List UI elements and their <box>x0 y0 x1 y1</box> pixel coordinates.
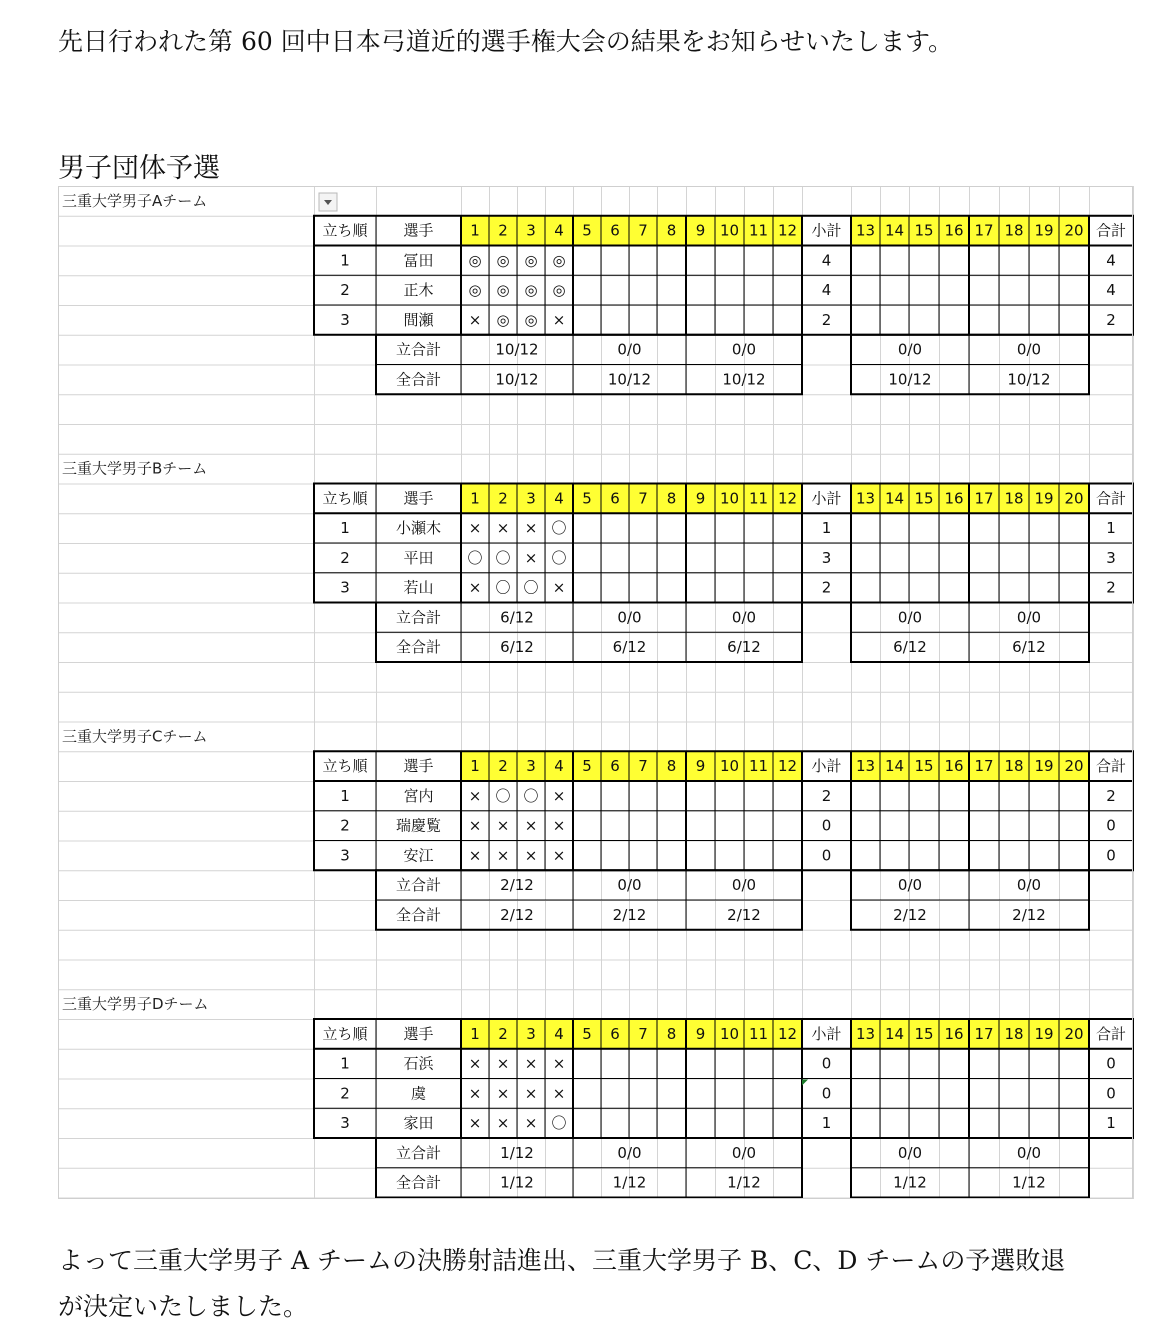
tachi-total-value: 0/0 <box>1016 340 1042 359</box>
player-subtotal: 4 <box>821 251 832 270</box>
shot-number-header: 9 <box>695 489 706 508</box>
player-total: 0 <box>1106 1084 1116 1103</box>
shot-number-header: 1 <box>470 489 480 508</box>
shot-number-header: 12 <box>777 757 798 776</box>
shot-number-header: 7 <box>638 221 648 240</box>
player-total: 2 <box>1106 786 1116 805</box>
shot-mark: × <box>468 310 482 329</box>
shot-number-header: 9 <box>695 757 706 776</box>
player-order: 1 <box>340 251 350 270</box>
column-header-order: 立ち順 <box>322 757 368 776</box>
shot-number-header: 6 <box>610 757 620 776</box>
shot-mark: × <box>468 1084 482 1103</box>
player-total: 0 <box>1106 846 1116 865</box>
shot-mark: × <box>552 1054 566 1073</box>
shot-number-header: 16 <box>944 489 964 508</box>
shot-mark: × <box>552 786 566 805</box>
grand-total-value: 1/12 <box>1012 1173 1046 1192</box>
shot-mark: ◎ <box>496 310 510 329</box>
player-subtotal: 0 <box>821 846 832 865</box>
shot-number-header: 5 <box>582 757 592 776</box>
shot-number-header: 3 <box>526 1024 536 1043</box>
column-header-order: 立ち順 <box>322 489 368 508</box>
player-name: 正木 <box>403 281 434 300</box>
shot-mark: × <box>468 1054 482 1073</box>
shot-mark: 〇 <box>523 786 539 805</box>
shot-number-header: 11 <box>748 757 769 776</box>
tachi-total-value: 0/0 <box>731 876 757 895</box>
shot-mark: 〇 <box>467 548 483 567</box>
shot-number-header: 19 <box>1034 221 1054 240</box>
shot-number-header: 15 <box>914 757 934 776</box>
shot-number-header: 1 <box>470 1024 480 1043</box>
grand-total-value: 6/12 <box>727 638 761 657</box>
tachi-total-value: 6/12 <box>500 608 534 627</box>
shot-number-header: 17 <box>974 221 994 240</box>
shot-number-header: 4 <box>554 757 564 776</box>
shot-number-header: 11 <box>748 1024 769 1043</box>
column-header-player: 選手 <box>403 221 434 240</box>
shot-number-header: 16 <box>944 221 964 240</box>
shot-number-header: 3 <box>526 757 536 776</box>
player-name: 瑞慶覧 <box>395 816 442 835</box>
shot-mark: ◎ <box>524 251 538 270</box>
player-total: 2 <box>1106 310 1116 329</box>
column-header-total: 合計 <box>1095 1024 1127 1043</box>
shot-mark: 〇 <box>523 578 539 597</box>
shot-number-header: 11 <box>748 221 769 240</box>
shot-number-header: 4 <box>554 489 564 508</box>
tachi-total-value: 0/0 <box>731 340 757 359</box>
shot-mark: × <box>552 1084 566 1103</box>
column-header-subtotal: 小計 <box>811 1024 842 1043</box>
shot-mark: ◎ <box>468 281 482 300</box>
grand-total-value: 10/12 <box>495 370 539 389</box>
shot-number-header: 18 <box>1004 1024 1024 1043</box>
shot-number-header: 8 <box>666 489 677 508</box>
shot-number-header: 10 <box>719 489 740 508</box>
tachi-total-value: 0/0 <box>1016 876 1042 895</box>
shot-mark: × <box>552 578 566 597</box>
tachi-total-value: 0/0 <box>1016 1143 1042 1162</box>
player-name: 石浜 <box>403 1054 434 1073</box>
shot-number-header: 1 <box>470 221 480 240</box>
shot-mark: ◎ <box>496 251 510 270</box>
section-title: 男子団体予選 <box>58 153 220 184</box>
shot-mark: × <box>524 816 538 835</box>
shot-number-header: 5 <box>582 1024 592 1043</box>
conclusion-line-2: が決定いたしました。 <box>58 1292 309 1321</box>
player-order: 3 <box>340 310 350 329</box>
shot-number-header: 18 <box>1004 221 1024 240</box>
team-name: 三重大学男子Aチーム <box>62 191 208 210</box>
player-subtotal: 2 <box>821 310 832 329</box>
tachi-total-value: 0/0 <box>897 876 923 895</box>
shot-number-header: 9 <box>695 221 706 240</box>
grand-total-value: 2/12 <box>500 905 534 924</box>
column-header-total: 合計 <box>1095 221 1127 240</box>
shot-number-header: 14 <box>884 1024 905 1043</box>
player-name: 小瀬木 <box>395 519 442 538</box>
shot-number-header: 5 <box>582 221 592 240</box>
shot-number-header: 8 <box>666 757 677 776</box>
shot-mark: × <box>496 519 510 538</box>
team-name: 三重大学男子Bチーム <box>62 459 208 478</box>
shot-number-header: 16 <box>944 757 964 776</box>
shot-number-header: 13 <box>855 757 876 776</box>
grand-total-value: 1/12 <box>612 1173 647 1192</box>
shot-mark: × <box>468 846 482 865</box>
shot-mark: × <box>552 816 566 835</box>
shot-number-header: 20 <box>1064 489 1084 508</box>
shot-mark: 〇 <box>495 578 511 597</box>
shot-number-header: 9 <box>695 1024 706 1043</box>
tachi-total-value: 0/0 <box>897 608 923 627</box>
player-subtotal: 4 <box>821 281 832 300</box>
shot-mark: × <box>468 578 482 597</box>
shot-mark: × <box>524 1054 538 1073</box>
player-name: 虞 <box>410 1084 427 1103</box>
player-name: 間瀬 <box>403 310 434 329</box>
shot-mark: 〇 <box>551 519 567 538</box>
column-header-order: 立ち順 <box>322 1024 368 1043</box>
player-order: 2 <box>340 1084 350 1103</box>
shot-number-header: 4 <box>554 221 564 240</box>
shot-number-header: 7 <box>638 489 648 508</box>
team-name: 三重大学男子Dチーム <box>62 995 209 1014</box>
shot-number-header: 14 <box>884 221 905 240</box>
shot-number-header: 17 <box>974 489 994 508</box>
player-total: 3 <box>1106 548 1116 567</box>
tachi-total-value: 0/0 <box>1016 608 1042 627</box>
shot-mark: × <box>524 519 538 538</box>
player-order: 3 <box>340 578 350 597</box>
tachi-total-value: 0/0 <box>897 1143 923 1162</box>
shot-mark: × <box>496 1054 510 1073</box>
tachi-total-value: 0/0 <box>617 340 642 359</box>
conclusion-line-1: よって三重大学男子 A チームの決勝射詰進出、三重大学男子 B、C、D チームの予選敗退 <box>58 1246 1066 1275</box>
tachi-total-value: 0/0 <box>617 876 642 895</box>
player-name: 若山 <box>403 578 434 597</box>
grand-total-value: 6/12 <box>893 638 927 657</box>
shot-mark: × <box>524 846 538 865</box>
shot-mark: ◎ <box>524 310 538 329</box>
intro-text: 先日行われた第 60 回中日本弓道近的選手権大会の結果をお知らせいたします。 <box>58 27 953 56</box>
player-subtotal: 0 <box>821 1054 832 1073</box>
grand-total-value: 2/12 <box>727 905 761 924</box>
tachi-total-value: 0/0 <box>897 340 923 359</box>
shot-mark: × <box>468 786 482 805</box>
shot-number-header: 3 <box>526 489 536 508</box>
shot-mark: 〇 <box>551 1114 567 1133</box>
shot-number-header: 20 <box>1064 757 1084 776</box>
grand-total-value: 10/12 <box>722 370 766 389</box>
shot-number-header: 20 <box>1064 1024 1084 1043</box>
shot-number-header: 8 <box>666 221 677 240</box>
shot-mark: × <box>468 519 482 538</box>
tachi-total-value: 0/0 <box>731 1143 757 1162</box>
column-header-player: 選手 <box>403 1024 434 1043</box>
shot-number-header: 14 <box>884 489 905 508</box>
player-total: 1 <box>1106 519 1116 538</box>
grand-total-value: 10/12 <box>607 370 652 389</box>
shot-mark: × <box>496 1084 510 1103</box>
player-name: 冨田 <box>403 251 434 270</box>
shot-number-header: 2 <box>498 221 508 240</box>
shot-number-header: 12 <box>777 1024 798 1043</box>
shot-mark: 〇 <box>551 548 567 567</box>
grand-total-value: 2/12 <box>612 905 647 924</box>
tachi-total-value: 0/0 <box>731 608 757 627</box>
shot-number-header: 5 <box>582 489 592 508</box>
shot-number-header: 2 <box>498 757 508 776</box>
shot-number-header: 10 <box>719 757 740 776</box>
player-subtotal: 1 <box>821 1114 832 1133</box>
player-order: 2 <box>340 548 350 567</box>
tachi-total-label: 立合計 <box>395 876 442 895</box>
shot-number-header: 19 <box>1034 1024 1054 1043</box>
shot-mark: × <box>524 1084 538 1103</box>
player-name: 家田 <box>403 1114 434 1133</box>
column-header-subtotal: 小計 <box>811 221 842 240</box>
shot-mark: ◎ <box>496 281 510 300</box>
results-sheet <box>58 186 1136 1200</box>
player-subtotal: 0 <box>821 816 832 835</box>
player-name: 安江 <box>403 846 434 865</box>
grand-total-value: 2/12 <box>893 905 927 924</box>
shot-mark: × <box>552 846 566 865</box>
player-order: 3 <box>340 1114 350 1133</box>
tachi-total-value: 0/0 <box>617 608 642 627</box>
player-total: 2 <box>1106 578 1116 597</box>
player-order: 1 <box>340 519 350 538</box>
cell-note-indicator <box>802 1080 808 1086</box>
shot-number-header: 13 <box>855 489 876 508</box>
shot-number-header: 6 <box>610 1024 620 1043</box>
player-order: 2 <box>340 816 350 835</box>
player-name: 平田 <box>403 548 434 567</box>
shot-mark: × <box>468 816 482 835</box>
shot-number-header: 18 <box>1004 489 1024 508</box>
grand-total-value: 6/12 <box>612 638 647 657</box>
column-header-total: 合計 <box>1095 757 1127 776</box>
grand-total-value: 1/12 <box>500 1173 534 1192</box>
shot-number-header: 17 <box>974 1024 994 1043</box>
shot-number-header: 20 <box>1064 221 1084 240</box>
player-order: 3 <box>340 846 350 865</box>
shot-number-header: 7 <box>638 1024 648 1043</box>
shot-mark: × <box>552 310 566 329</box>
column-header-total: 合計 <box>1095 489 1127 508</box>
column-header-subtotal: 小計 <box>811 757 842 776</box>
shot-number-header: 14 <box>884 757 905 776</box>
shot-mark: ◎ <box>552 281 566 300</box>
grand-total-label: 全合計 <box>395 905 442 924</box>
player-name: 宮内 <box>403 786 434 805</box>
team-name: 三重大学男子Cチーム <box>62 727 208 746</box>
shot-number-header: 18 <box>1004 757 1024 776</box>
shot-number-header: 12 <box>777 489 798 508</box>
grand-total-value: 6/12 <box>1012 638 1046 657</box>
shot-number-header: 15 <box>914 221 934 240</box>
spreadsheet[interactable] <box>58 186 1136 1200</box>
shot-number-header: 15 <box>914 489 934 508</box>
grand-total-value: 1/12 <box>727 1173 761 1192</box>
player-subtotal: 2 <box>821 578 832 597</box>
shot-number-header: 19 <box>1034 757 1054 776</box>
player-order: 1 <box>340 786 350 805</box>
shot-number-header: 15 <box>914 1024 934 1043</box>
shot-number-header: 4 <box>554 1024 564 1043</box>
shot-number-header: 3 <box>526 221 536 240</box>
shot-number-header: 6 <box>610 221 620 240</box>
shot-number-header: 6 <box>610 489 620 508</box>
column-header-subtotal: 小計 <box>811 489 842 508</box>
shot-mark: ◎ <box>524 281 538 300</box>
shot-mark: × <box>524 1114 538 1133</box>
tachi-total-value: 2/12 <box>500 876 534 895</box>
shot-number-header: 10 <box>719 1024 740 1043</box>
grand-total-label: 全合計 <box>395 638 442 657</box>
shot-mark: × <box>468 1114 482 1133</box>
tachi-total-label: 立合計 <box>395 1143 442 1162</box>
shot-number-header: 13 <box>855 1024 876 1043</box>
player-order: 2 <box>340 281 350 300</box>
player-total: 4 <box>1106 281 1116 300</box>
shot-number-header: 13 <box>855 221 876 240</box>
tachi-total-label: 立合計 <box>395 340 442 359</box>
shot-number-header: 2 <box>498 1024 508 1043</box>
shot-mark: ◎ <box>468 251 482 270</box>
column-header-player: 選手 <box>403 757 434 776</box>
grand-total-value: 2/12 <box>1012 905 1046 924</box>
column-header-player: 選手 <box>403 489 434 508</box>
player-total: 4 <box>1106 251 1116 270</box>
shot-number-header: 7 <box>638 757 648 776</box>
player-subtotal: 1 <box>821 519 832 538</box>
player-total: 0 <box>1106 816 1116 835</box>
shot-number-header: 16 <box>944 1024 964 1043</box>
shot-mark: 〇 <box>495 548 511 567</box>
grand-total-value: 10/12 <box>888 370 932 389</box>
shot-mark: × <box>496 846 510 865</box>
player-total: 0 <box>1106 1054 1116 1073</box>
shot-number-header: 2 <box>498 489 508 508</box>
shot-mark: ◎ <box>552 251 566 270</box>
shot-mark: 〇 <box>495 786 511 805</box>
tachi-total-label: 立合計 <box>395 608 442 627</box>
tachi-total-value: 1/12 <box>500 1143 534 1162</box>
player-subtotal: 3 <box>821 548 832 567</box>
player-subtotal: 2 <box>821 786 832 805</box>
column-header-order: 立ち順 <box>322 221 368 240</box>
shot-mark: × <box>496 816 510 835</box>
shot-number-header: 12 <box>777 221 798 240</box>
shot-number-header: 19 <box>1034 489 1054 508</box>
tachi-total-value: 10/12 <box>495 340 539 359</box>
shot-number-header: 10 <box>719 221 740 240</box>
player-total: 1 <box>1106 1114 1116 1133</box>
grand-total-value: 1/12 <box>893 1173 927 1192</box>
grand-total-label: 全合計 <box>395 1173 442 1192</box>
conclusion-text <box>58 1238 1138 1330</box>
shot-mark: × <box>496 1114 510 1133</box>
grand-total-value: 10/12 <box>1007 370 1051 389</box>
shot-number-header: 8 <box>666 1024 677 1043</box>
shot-number-header: 17 <box>974 757 994 776</box>
shot-mark: × <box>524 548 538 567</box>
player-order: 1 <box>340 1054 350 1073</box>
shot-number-header: 11 <box>748 489 769 508</box>
player-subtotal: 0 <box>821 1084 832 1103</box>
grand-total-value: 6/12 <box>500 638 534 657</box>
grand-total-label: 全合計 <box>395 370 442 389</box>
shot-number-header: 1 <box>470 757 480 776</box>
tachi-total-value: 0/0 <box>617 1143 642 1162</box>
